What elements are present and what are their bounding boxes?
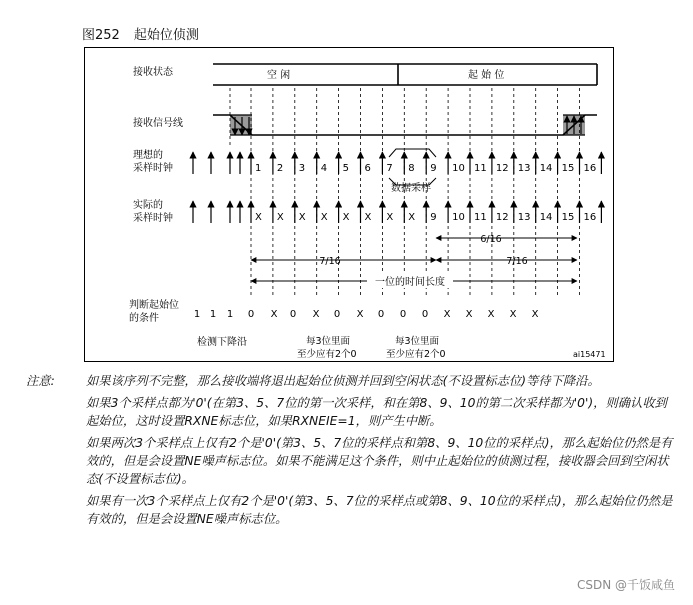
span-6-16-label: 6/16 <box>480 234 502 245</box>
condition-value: 1 <box>226 309 234 320</box>
watermark: CSDN @千饭咸鱼 <box>576 578 675 592</box>
ideal-clock-tick-label: 5 <box>342 163 349 174</box>
ideal-clock-tick-label: 3 <box>298 163 306 174</box>
start-bit-detection-diagram <box>84 47 614 362</box>
actual-clock-tick-label: X <box>386 212 394 223</box>
condition-value: 0 <box>289 309 297 320</box>
label-ideal-clock-2: 采样时钟 <box>133 163 173 174</box>
condition-value: 0 <box>247 309 255 320</box>
condition-row <box>194 309 539 320</box>
label-actual-clock-1: 实际的 <box>133 200 163 211</box>
note-item <box>26 434 676 488</box>
note-text: 如果3个采样点都为'0'(在第3、5、7位的第一次采样，和在第8、9、10的第二次采样都为'0')，则确认收到起始位，这时设置RXNE标志位，如果RXNEIE=1，则产生中断。 <box>86 396 667 428</box>
condition-value: X <box>312 309 320 320</box>
actual-clock-tick-label: 10 <box>452 212 465 223</box>
actual-clock-tick-label: 9 <box>430 212 437 223</box>
ideal-clock-tick-label: 16 <box>583 163 597 174</box>
ideal-clock-tick-label: 13 <box>517 163 531 174</box>
group2-label-1: 每3位里面 <box>395 336 440 347</box>
ideal-clock-tick-label: 8 <box>408 163 415 174</box>
condition-value: X <box>487 309 495 320</box>
ideal-clock-tick-label: 14 <box>539 163 553 174</box>
note-text: 如果该序列不完整，那么接收端将退出起始位侦测并回到空闲状态(不设置标志位)等待下降沿。 <box>86 374 600 388</box>
falling-edge-label: 检测下降沿 <box>197 337 247 348</box>
actual-clock-tick-label: X <box>255 212 262 223</box>
label-ideal-clock-1: 理想的 <box>133 150 163 161</box>
condition-value: 0 <box>421 309 429 320</box>
note-item <box>26 492 676 528</box>
one-bit-label: 一位的时间长度 <box>375 277 445 288</box>
label-receive-line: 接收信号线 <box>133 118 183 129</box>
actual-clock-tick-label: X <box>298 212 306 223</box>
ideal-clock-tick-label: 10 <box>452 163 465 174</box>
state-idle: 空 闲 <box>267 70 291 81</box>
notes-label: 注意: <box>26 374 55 388</box>
ideal-clock-row <box>193 152 601 174</box>
note-text: 如果有一次3个采样点上仅有2个是'0'(第3、5、7位的采样点或第8、9、10位的采样点)，那么起始位仍然是有效的，但是会设置NE噪声标志位。 <box>86 494 673 526</box>
condition-value: X <box>465 309 473 320</box>
span-7-16-left-label: 7/16 <box>319 256 341 267</box>
condition-value: 0 <box>377 309 385 320</box>
actual-clock-tick-label: 13 <box>517 212 531 223</box>
condition-value: X <box>356 309 364 320</box>
group2-label-2: 至少应有2个0 <box>386 349 446 360</box>
condition-value: 1 <box>193 309 201 320</box>
condition-value: 0 <box>399 309 407 320</box>
ideal-clock-tick-label: 6 <box>364 163 371 174</box>
note-item <box>26 372 676 390</box>
group1-label-2: 至少应有2个0 <box>297 349 357 360</box>
label-condition-2: 的条件 <box>129 313 159 324</box>
ideal-clock-tick-label: 7 <box>386 163 393 174</box>
actual-clock-tick-label: 11 <box>474 212 487 223</box>
ideal-clock-tick-label: 9 <box>430 163 437 174</box>
figure-title: 起始位侦测 <box>133 28 199 43</box>
actual-clock-tick-label: X <box>320 212 328 223</box>
condition-value: X <box>270 309 278 320</box>
signal-waveform <box>213 115 597 135</box>
ideal-clock-tick-label: 1 <box>255 163 262 174</box>
condition-value: X <box>531 309 539 320</box>
label-actual-clock-2: 采样时钟 <box>133 213 173 224</box>
figure-code: ai15471 <box>573 350 606 359</box>
actual-clock-tick-label: X <box>342 212 350 223</box>
condition-value: 1 <box>209 309 217 320</box>
ideal-clock-tick-label: 15 <box>561 163 575 174</box>
state-start-bit: 起 始 位 <box>468 70 505 81</box>
timing-diagram <box>85 48 613 361</box>
note-text: 如果两次3个采样点上仅有2个是'0'(第3、5、7位的采样点和第8、9、10位的采样点)，那么起始位仍然是有效的，但是会设置NE噪声标志位。如果不能满足这个条件，则中止起始位的侦测过程，接收器会回到空闲状态(不设置标志位)。 <box>86 436 673 486</box>
ideal-clock-tick-label: 2 <box>276 163 284 174</box>
figure-number: 图252 <box>82 28 120 43</box>
actual-clock-tick-label: 14 <box>539 212 553 223</box>
actual-clock-tick-label: X <box>408 212 416 223</box>
ideal-clock-tick-label: 12 <box>495 163 509 174</box>
condition-value: 0 <box>333 309 341 320</box>
data-sampling-label: 数据采样 <box>391 183 431 194</box>
ideal-clock-tick-label: 4 <box>320 163 328 174</box>
notes-section <box>26 372 676 532</box>
group1-label-1: 每3位里面 <box>306 336 351 347</box>
actual-clock-tick-label: X <box>364 212 372 223</box>
condition-value: X <box>509 309 517 320</box>
figure-caption <box>82 24 199 43</box>
condition-value: X <box>443 309 451 320</box>
data-sampling-brace-top <box>389 149 436 157</box>
label-condition-1: 判断起始位 <box>129 300 179 311</box>
actual-clock-tick-label: 15 <box>561 212 575 223</box>
label-receive-state: 接收状态 <box>133 67 173 78</box>
actual-clock-tick-label: 12 <box>495 212 509 223</box>
ideal-clock-tick-label: 11 <box>474 163 487 174</box>
actual-clock-tick-label: X <box>276 212 284 223</box>
actual-clock-row <box>193 201 601 223</box>
span-7-16-right-label: 7/16 <box>506 256 528 267</box>
note-item <box>26 394 676 430</box>
actual-clock-tick-label: 16 <box>583 212 597 223</box>
